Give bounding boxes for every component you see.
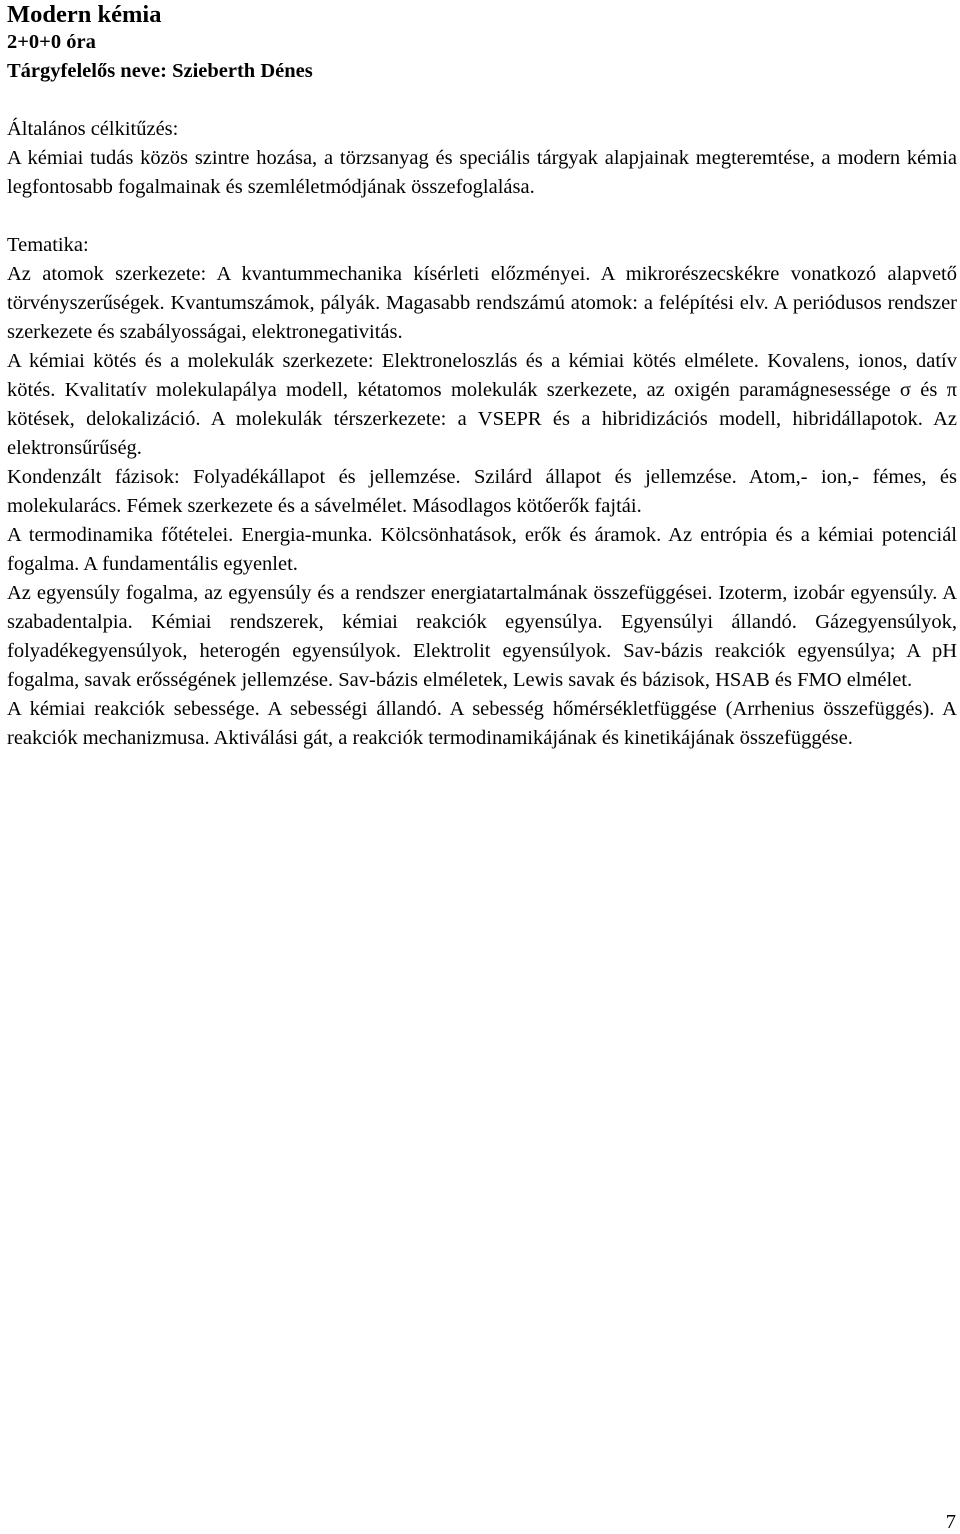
topics-heading: Tematika: (7, 234, 89, 256)
page-number: 7 (945, 1511, 956, 1533)
topic-paragraph: Az atomok szerkezete: A kvantummechanika kísérleti előzményei. A mikrorészecskékre vonatkozó alapvető törvényszerűségek. Kvantumszámok, pályák. Magasabb rendszámú atomok: a felépítési elv. A periódusos rendszer szerkezete és szabályosságai, elektronegativitás. (7, 263, 957, 343)
topic-paragraph: A kémiai reakciók sebessége. A sebességi állandó. A sebesség hőmérsékletfüggése (Arrhenius összefüggés). A reakciók mechanizmusa. Aktiválási gát, a reakciók termodinamikájának és kinetikájának összefüggése. (7, 698, 957, 749)
objective-text: A kémiai tudás közös szintre hozása, a törzsanyag és speciális tárgyak alapjainak megteremtése, a modern kémia legfontosabb fogalmainak és szemléletmódjának összefoglalása. (7, 147, 957, 198)
objective-heading: Általános célkitűzés: (7, 118, 179, 140)
course-responsible: Tárgyfelelős neve: Szieberth Dénes (7, 60, 313, 82)
course-hours: 2+0+0 óra (7, 31, 96, 53)
section-spacer (7, 86, 957, 115)
section-spacer (7, 202, 957, 231)
document-page (7, 0, 957, 753)
topic-paragraph: A kémiai kötés és a molekulák szerkezete: Elektroneloszlás és a kémiai kötés elmélete. Kovalens, ionos, datív kötés. Kvalitatív molekulapálya modell, kétatomos molekulák szerkezete, az oxigén paramágnesessége σ és π kötések, delokalizáció. A molekulák térszerkezete: a VSEPR és a hibridizációs modell, hibridállapotok. Az elektronsűrűség. (7, 350, 957, 459)
topic-paragraph: A termodinamika főtételei. Energia-munka. Kölcsönhatások, erők és áramok. Az entrópia és a kémiai potenciál fogalma. A fundamentális egyenlet. (7, 524, 957, 575)
course-title: Modern kémia (7, 1, 162, 28)
topic-paragraph: Az egyensúly fogalma, az egyensúly és a rendszer energiatartalmának összefüggései. Izoterm, izobár egyensúly. A szabadentalpia. Kémiai rendszerek, kémiai reakciók egyensúlya. Egyensúlyi állandó. Gázegyensúlyok, folyadékegyensúlyok, heterogén egyensúlyok. Elektrolit egyensúlyok. Sav-bázis reakciók egyensúlya; A pH fogalma, savak erősségének jellemzése. Sav-bázis elméletek, Lewis savak és bázisok, HSAB és FMO elmélet. (7, 582, 957, 691)
topic-paragraph: Kondenzált fázisok: Folyadékállapot és jellemzése. Szilárd állapot és jellemzése. Atom,- ion,- fémes, és molekularács. Fémek szerkezete és a sávelmélet. Másodlagos kötőerők fajtái. (7, 466, 957, 517)
